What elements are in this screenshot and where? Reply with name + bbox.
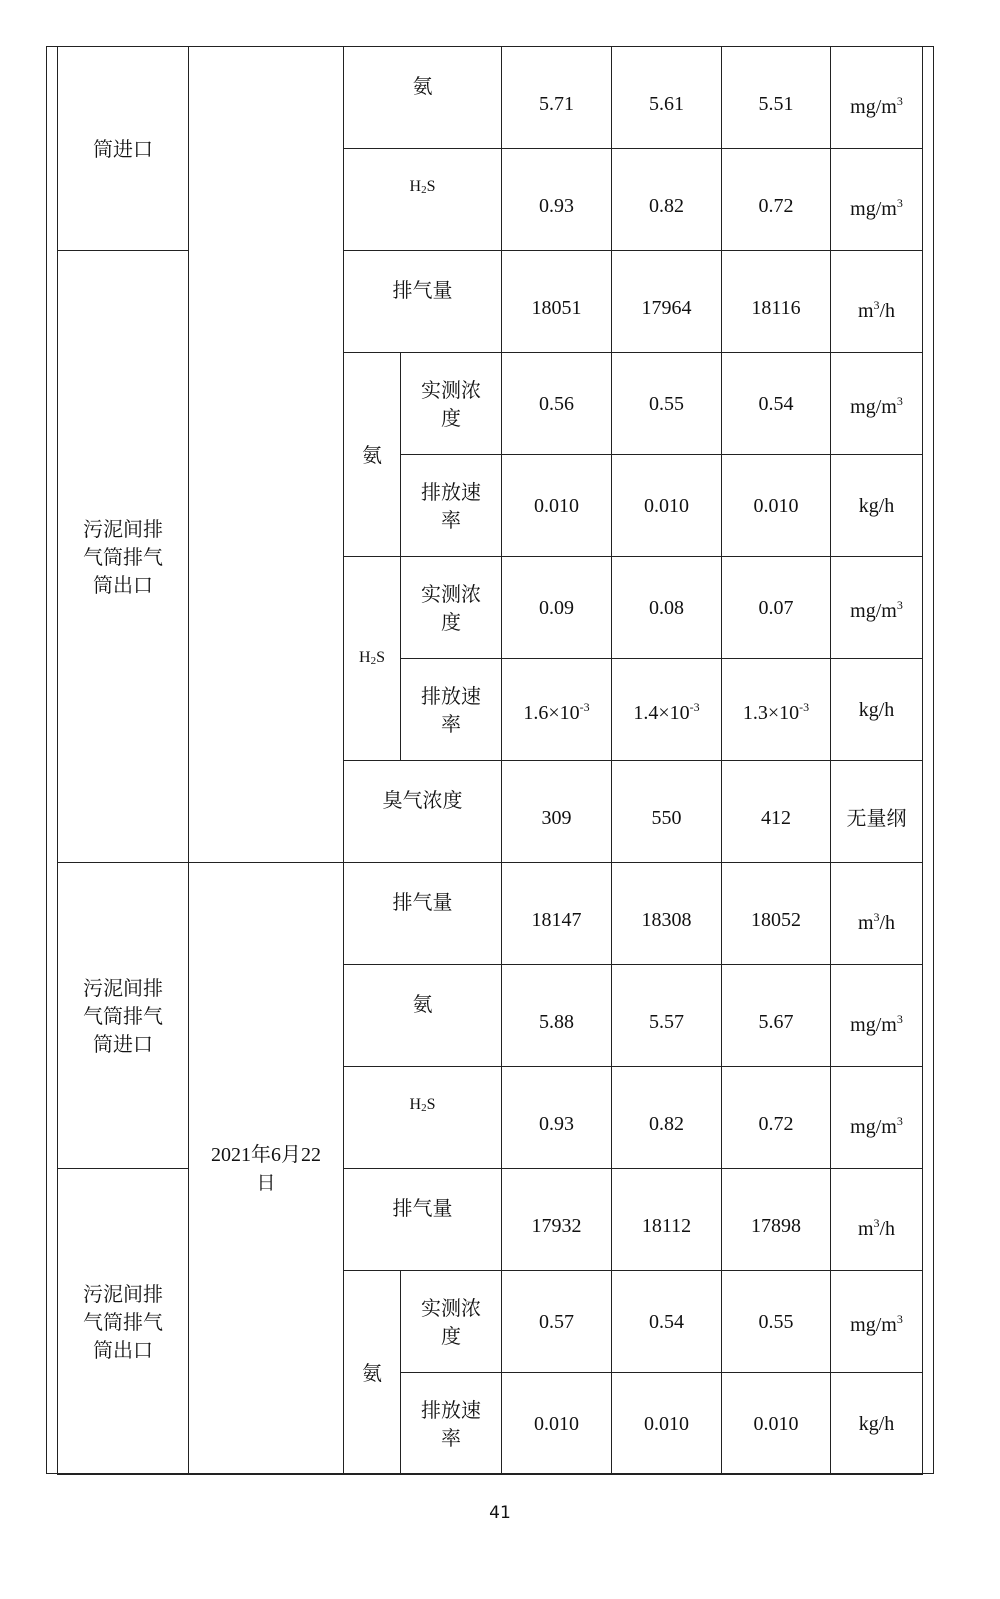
param-label [344, 761, 502, 863]
subparam-text: 排放速 [421, 479, 481, 504]
subparam-cell [401, 557, 502, 659]
unit-cell [831, 47, 923, 149]
pollutant-text: 氨 [362, 442, 382, 467]
value-cell [612, 863, 722, 965]
subparam-cell [401, 659, 502, 761]
unit-text: kg/h [858, 494, 895, 517]
param-text: 氨 [412, 991, 433, 1016]
pollutant-cell [344, 1271, 401, 1475]
site-label: 筒出口 [93, 572, 153, 597]
param-label [344, 149, 502, 251]
subparam-text: 率 [441, 711, 461, 736]
unit-text: mg/m [850, 599, 897, 622]
param-label [344, 1169, 502, 1271]
unit-sup: 3 [896, 1311, 903, 1326]
unit-cell [831, 1271, 923, 1373]
value-cell [612, 251, 722, 353]
formula-main: H [409, 178, 422, 195]
table-row [58, 863, 923, 965]
unit-text: m [857, 1217, 874, 1240]
value-cell [502, 761, 612, 863]
exponent-text: -3 [799, 699, 810, 714]
unit-text: /h [879, 299, 896, 322]
site-label: 污泥间排 [83, 516, 163, 541]
param-text: 排气量 [392, 889, 453, 914]
date-cell [189, 863, 344, 1475]
formula-tail: S [426, 178, 436, 195]
subparam-text: 排放速 [421, 683, 481, 708]
unit-text: mg/m [850, 1313, 897, 1336]
value-text: 18147 [531, 908, 582, 931]
unit-text: m [857, 911, 874, 934]
unit-sup: 3 [896, 93, 903, 108]
value-text: 0.55 [758, 1310, 794, 1333]
unit-text: /h [879, 1217, 896, 1240]
unit-text: kg/h [858, 1412, 895, 1435]
exponent-text: -3 [689, 699, 700, 714]
value-cell [612, 761, 722, 863]
site-label: 气筒排气 [83, 544, 163, 569]
value-cell [612, 965, 722, 1067]
value-cell [612, 659, 722, 761]
value-cell [502, 863, 612, 965]
unit-cell [831, 965, 923, 1067]
value-text: 5.51 [758, 92, 794, 115]
value-cell [502, 47, 612, 149]
monitoring-table [57, 46, 923, 1475]
value-text: 0.010 [753, 1412, 799, 1435]
value-text: 550 [651, 806, 682, 829]
value-cell [722, 557, 831, 659]
value-cell [612, 149, 722, 251]
value-cell [612, 353, 722, 455]
formula-main: H [359, 649, 371, 666]
value-text: 0.82 [649, 194, 684, 217]
table-row [58, 47, 923, 149]
value-text: 18052 [751, 908, 801, 931]
value-cell [502, 455, 612, 557]
site-label: 污泥间排 [83, 975, 163, 1000]
subparam-cell [401, 455, 502, 557]
subparam-text: 率 [441, 1425, 461, 1450]
value-cell [502, 1169, 612, 1271]
value-text: 5.57 [649, 1010, 684, 1033]
value-text: 0.010 [534, 494, 579, 517]
subparam-text: 度 [441, 405, 461, 430]
param-label [344, 965, 502, 1067]
value-text: 18051 [531, 296, 582, 319]
date-text: 2021年6月22 [211, 1143, 321, 1166]
subparam-text: 率 [441, 507, 461, 532]
value-cell [502, 1067, 612, 1169]
site-cell [58, 251, 189, 863]
site-cell [58, 863, 189, 1169]
unit-cell [831, 1373, 923, 1475]
unit-text: /h [879, 911, 896, 934]
table-row [58, 1169, 923, 1271]
site-label: 污泥间排 [83, 1281, 163, 1306]
formula-tail: S [376, 649, 385, 666]
value-cell [502, 149, 612, 251]
formula-tail: S [426, 1096, 436, 1113]
value-text: 17932 [531, 1214, 582, 1237]
value-text: 1.3×10 [742, 701, 800, 724]
unit-cell [831, 1067, 923, 1169]
value-cell [502, 251, 612, 353]
value-cell [612, 557, 722, 659]
value-cell [722, 761, 831, 863]
value-text: 18308 [641, 908, 692, 931]
pollutant-cell [344, 353, 401, 557]
unit-sup: 3 [873, 1215, 880, 1230]
value-cell [722, 149, 831, 251]
value-text: 0.55 [649, 392, 684, 415]
value-cell [722, 659, 831, 761]
value-cell [722, 1169, 831, 1271]
date-text: 日 [256, 1171, 276, 1194]
site-label: 筒出口 [93, 1337, 153, 1362]
unit-cell [831, 251, 923, 353]
value-text: 0.82 [649, 1112, 684, 1135]
param-text: 氨 [412, 73, 433, 98]
value-cell [612, 1373, 722, 1475]
unit-sup: 3 [873, 297, 880, 312]
site-cell [58, 1169, 189, 1475]
unit-cell [831, 863, 923, 965]
param-text: 排气量 [392, 277, 453, 302]
value-text: 412 [761, 806, 791, 829]
unit-text: mg/m [850, 395, 897, 418]
value-cell [612, 455, 722, 557]
value-text: 0.09 [539, 596, 574, 619]
value-text: 5.67 [758, 1010, 794, 1033]
value-text: 0.72 [758, 1112, 794, 1135]
value-cell [722, 353, 831, 455]
unit-text: kg/h [858, 698, 895, 721]
value-text: 17964 [641, 296, 692, 319]
value-cell [722, 47, 831, 149]
unit-cell [831, 455, 923, 557]
site-label: 筒进口 [93, 1031, 153, 1056]
value-text: 0.54 [649, 1310, 684, 1333]
value-cell [502, 965, 612, 1067]
unit-sup: 3 [896, 195, 903, 210]
value-text: 0.72 [758, 194, 794, 217]
value-cell [722, 251, 831, 353]
unit-text: 无量纲 [846, 805, 907, 830]
unit-cell [831, 557, 923, 659]
formula-main: H [409, 1096, 422, 1113]
subparam-cell [401, 1271, 502, 1373]
unit-sup: 3 [896, 1011, 903, 1026]
value-cell [612, 1271, 722, 1373]
formula-sub: 2 [421, 1102, 427, 1114]
value-cell [502, 557, 612, 659]
value-text: 0.010 [753, 494, 799, 517]
value-cell [612, 1067, 722, 1169]
value-text: 0.57 [539, 1310, 574, 1333]
value-cell [502, 1373, 612, 1475]
pollutant-text: 氨 [362, 1360, 382, 1385]
param-label [344, 47, 502, 149]
value-cell [722, 863, 831, 965]
value-text: 0.54 [758, 392, 794, 415]
value-text: 18112 [641, 1214, 692, 1237]
value-text: 0.010 [644, 1412, 689, 1435]
value-text: 5.71 [539, 92, 574, 115]
value-cell [612, 1169, 722, 1271]
value-cell [612, 47, 722, 149]
value-text: 0.010 [644, 494, 689, 517]
value-text: 0.010 [534, 1412, 579, 1435]
value-text: 0.93 [539, 1112, 574, 1135]
value-cell [502, 1271, 612, 1373]
formula-sub: 2 [370, 655, 377, 667]
unit-text: mg/m [850, 95, 897, 118]
unit-cell [831, 659, 923, 761]
site-label: 气筒排气 [83, 1309, 163, 1334]
value-cell [502, 659, 612, 761]
site-label: 气筒排气 [83, 1003, 163, 1028]
param-label [344, 251, 502, 353]
value-cell [502, 353, 612, 455]
value-cell [722, 965, 831, 1067]
subparam-text: 实测浓 [421, 377, 481, 402]
subparam-text: 度 [441, 609, 461, 634]
subparam-cell [401, 1373, 502, 1475]
value-text: 0.56 [539, 392, 574, 415]
value-text: 1.4×10 [633, 701, 690, 724]
param-label [344, 863, 502, 965]
subparam-cell [401, 353, 502, 455]
value-cell [722, 1373, 831, 1475]
param-text: 排气量 [392, 1195, 453, 1220]
unit-cell [831, 353, 923, 455]
value-text: 5.61 [649, 92, 684, 115]
unit-sup: 3 [896, 1113, 903, 1128]
unit-sup: 3 [896, 393, 903, 408]
value-text: 17898 [751, 1214, 801, 1237]
unit-sup: 3 [873, 909, 880, 924]
unit-cell [831, 149, 923, 251]
value-text: 1.6×10 [523, 701, 580, 724]
subparam-text: 度 [441, 1323, 461, 1348]
unit-cell [831, 761, 923, 863]
value-text: 18116 [751, 296, 801, 319]
table-row [58, 251, 923, 353]
site-cell [58, 47, 189, 251]
subparam-text: 实测浓 [421, 1295, 481, 1320]
unit-sup: 3 [896, 597, 903, 612]
value-cell [722, 1271, 831, 1373]
exponent-text: -3 [579, 699, 590, 714]
date-cell-empty [189, 47, 344, 863]
value-cell [722, 455, 831, 557]
unit-cell [831, 1169, 923, 1271]
subparam-text: 实测浓 [421, 581, 481, 606]
subparam-text: 排放速 [421, 1397, 481, 1422]
value-cell [722, 1067, 831, 1169]
value-text: 0.08 [649, 596, 684, 619]
unit-text: mg/m [850, 1013, 897, 1036]
formula-sub: 2 [421, 184, 427, 196]
value-text: 0.07 [758, 596, 794, 619]
unit-text: m [857, 299, 874, 322]
param-text: 臭气浓度 [382, 787, 463, 812]
unit-text: mg/m [850, 1115, 897, 1138]
value-text: 0.93 [539, 194, 574, 217]
unit-text: mg/m [850, 197, 897, 220]
value-text: 309 [541, 806, 572, 829]
pollutant-cell [344, 557, 401, 761]
page-number: 41 [489, 1503, 511, 1523]
param-label [344, 1067, 502, 1169]
value-text: 5.88 [539, 1010, 574, 1033]
site-label: 筒进口 [93, 136, 153, 161]
